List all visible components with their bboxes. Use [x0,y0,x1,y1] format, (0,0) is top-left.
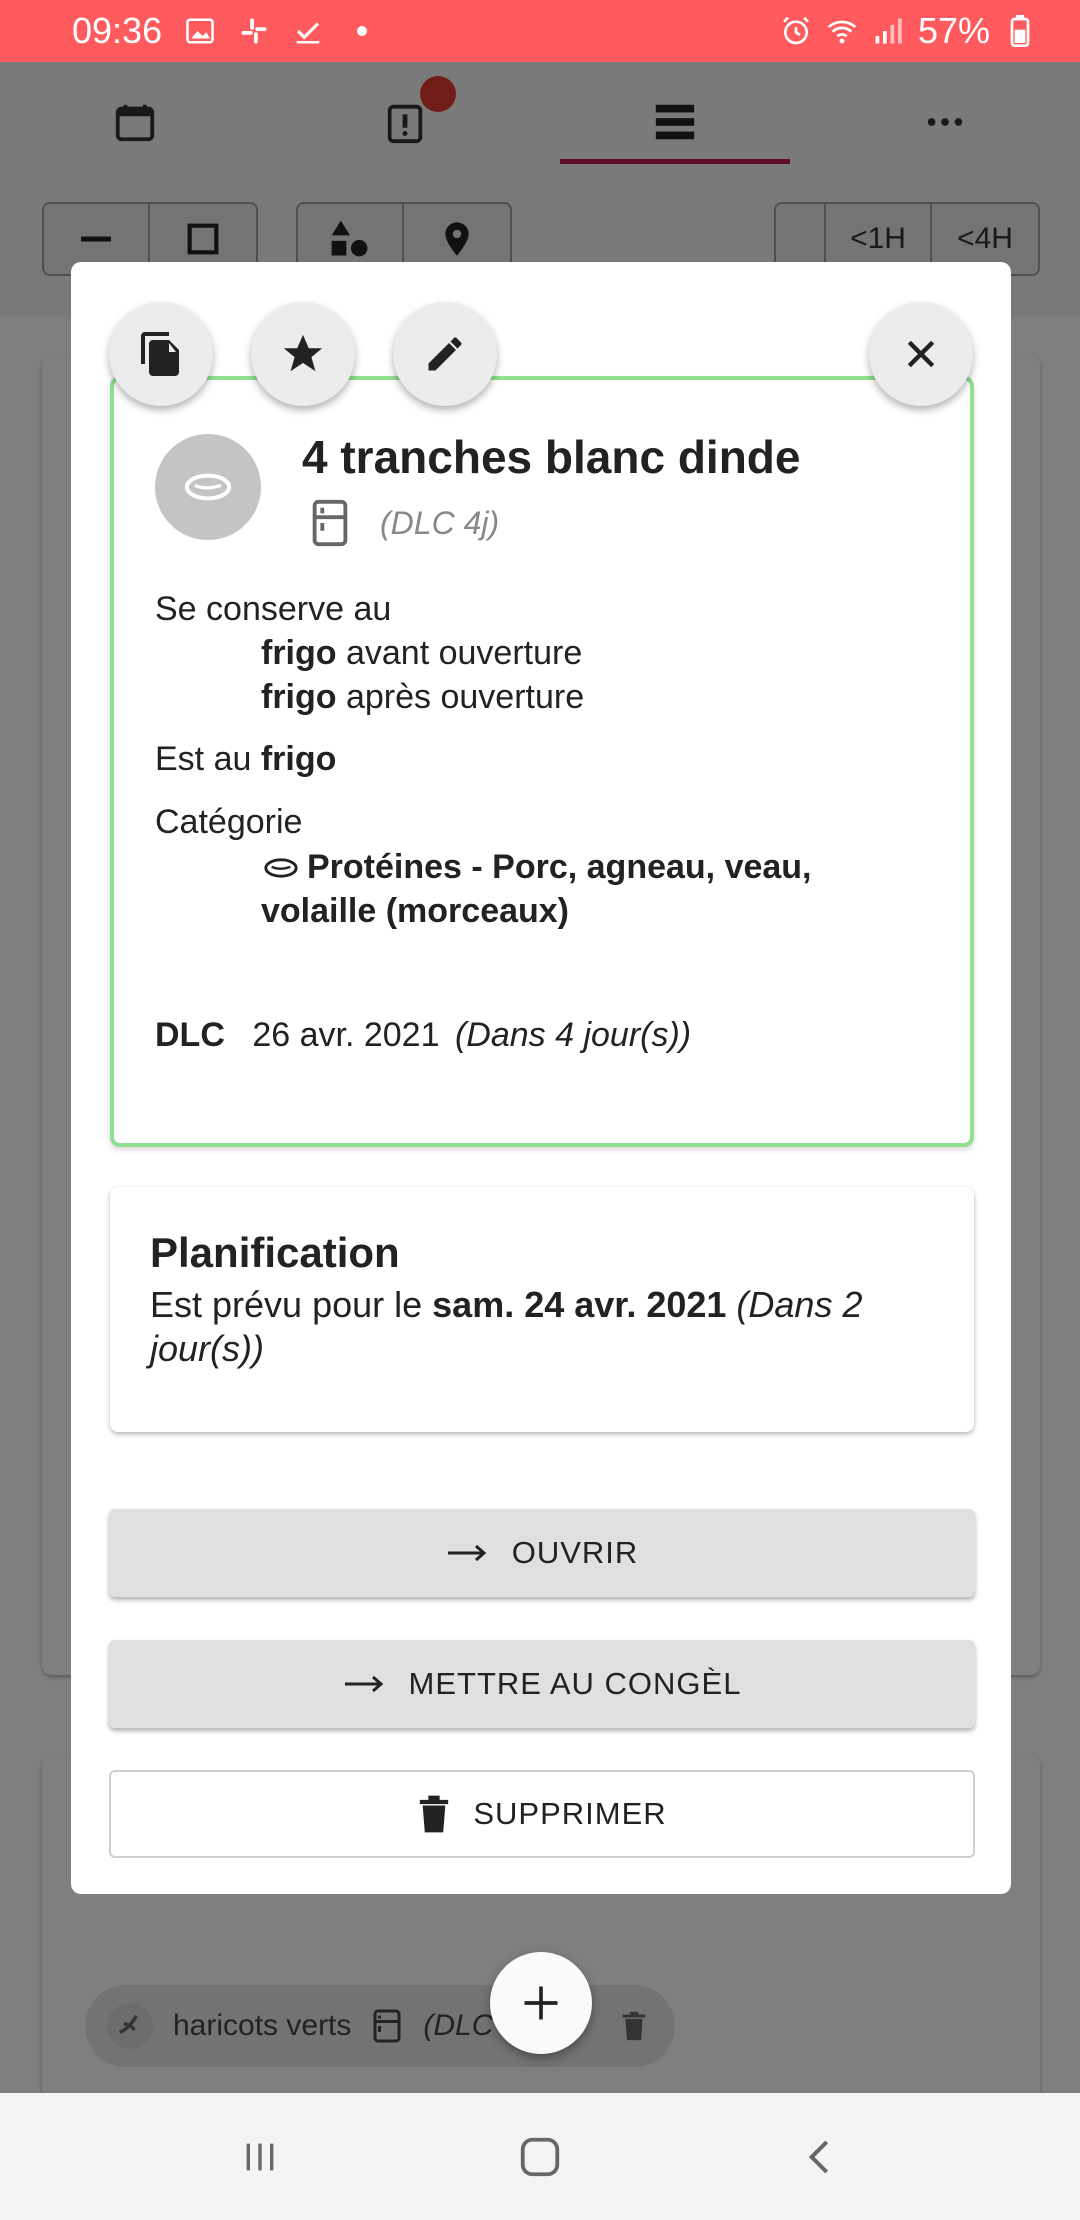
star-icon [280,331,326,377]
meat-slice-icon [182,467,234,507]
close-icon [901,334,941,374]
status-time: 09:36 [72,10,163,51]
storage-heading: Se conserve au [155,590,392,628]
planning-text [150,1283,940,1371]
planning-prefix: Est prévu pour le [150,1284,433,1325]
recent-apps-button[interactable] [220,2117,300,2197]
edit-button[interactable] [393,302,497,406]
category-heading: Catégorie [155,803,303,841]
product-card [110,376,974,1147]
dlc-date: 26 avr. 2021 [252,1016,440,1054]
category-line-1 [261,848,812,887]
favorite-button[interactable] [251,302,355,406]
duplicate-button[interactable] [109,302,213,406]
storage-after-text: après ouverture [336,678,585,716]
category-value-line-1: Protéines - Porc, agneau, veau, [307,848,812,886]
system-navigation-bar [0,2093,1080,2220]
fridge-icon [310,498,350,548]
copy-icon [137,330,185,378]
product-title: 4 tranches blanc dinde [302,431,801,483]
storage-before-location: frigo [261,634,337,672]
battery-icon [1004,15,1036,47]
open-button[interactable] [109,1509,975,1597]
planning-title: Planification [150,1229,400,1276]
delete-button[interactable] [109,1770,975,1858]
planning-relative: (Dans 2 jour(s)) [150,1284,863,1369]
product-avatar [155,434,261,540]
home-button[interactable] [500,2117,580,2197]
pencil-icon [423,332,467,376]
battery-percent: 57% [917,10,990,51]
arrow-right-icon [446,1541,490,1565]
status-bar [0,0,1080,62]
storage-after-location: frigo [261,678,337,716]
category-value-line-2: volaille (morceaux) [261,892,570,930]
arrow-right-icon [343,1672,387,1696]
storage-before-opening [261,634,582,673]
dlc-row [155,1016,691,1055]
home-icon [517,2134,563,2180]
category-meat-icon [261,854,301,882]
current-location-value: frigo [260,740,337,778]
freeze-button[interactable] [109,1640,975,1728]
current-location [155,740,336,779]
wifi-icon [826,15,858,47]
storage-after-opening [261,678,584,717]
storage-before-text: avant ouverture [336,634,583,672]
planning-date: sam. 24 avr. 2021 [432,1284,727,1325]
task-check-icon [292,15,324,47]
slack-icon [238,15,270,47]
alarm-icon [780,15,812,47]
gallery-icon [184,15,216,47]
freeze-button-label: METTRE AU CONGÈL [408,1666,742,1701]
dlc-label: DLC [155,1016,225,1054]
planning-card [110,1187,974,1432]
recent-apps-icon [238,2137,282,2177]
add-item-button[interactable] [490,1952,592,2054]
current-location-prefix: Est au [155,740,261,778]
more-notifications-dot-icon [346,15,378,47]
open-button-label: OUVRIR [511,1535,639,1570]
plus-icon [519,1981,563,2025]
back-button[interactable] [780,2117,860,2197]
back-chevron-icon [800,2135,840,2179]
product-dlc-short: (DLC 4j) [380,504,500,541]
trash-icon [417,1794,451,1834]
product-detail-dialog [71,262,1011,1894]
delete-button-label: SUPPRIMER [473,1796,667,1831]
product-storage-line [310,498,499,548]
dlc-relative: (Dans 4 jour(s)) [454,1016,692,1054]
signal-icon [872,15,904,47]
close-button[interactable] [869,302,973,406]
